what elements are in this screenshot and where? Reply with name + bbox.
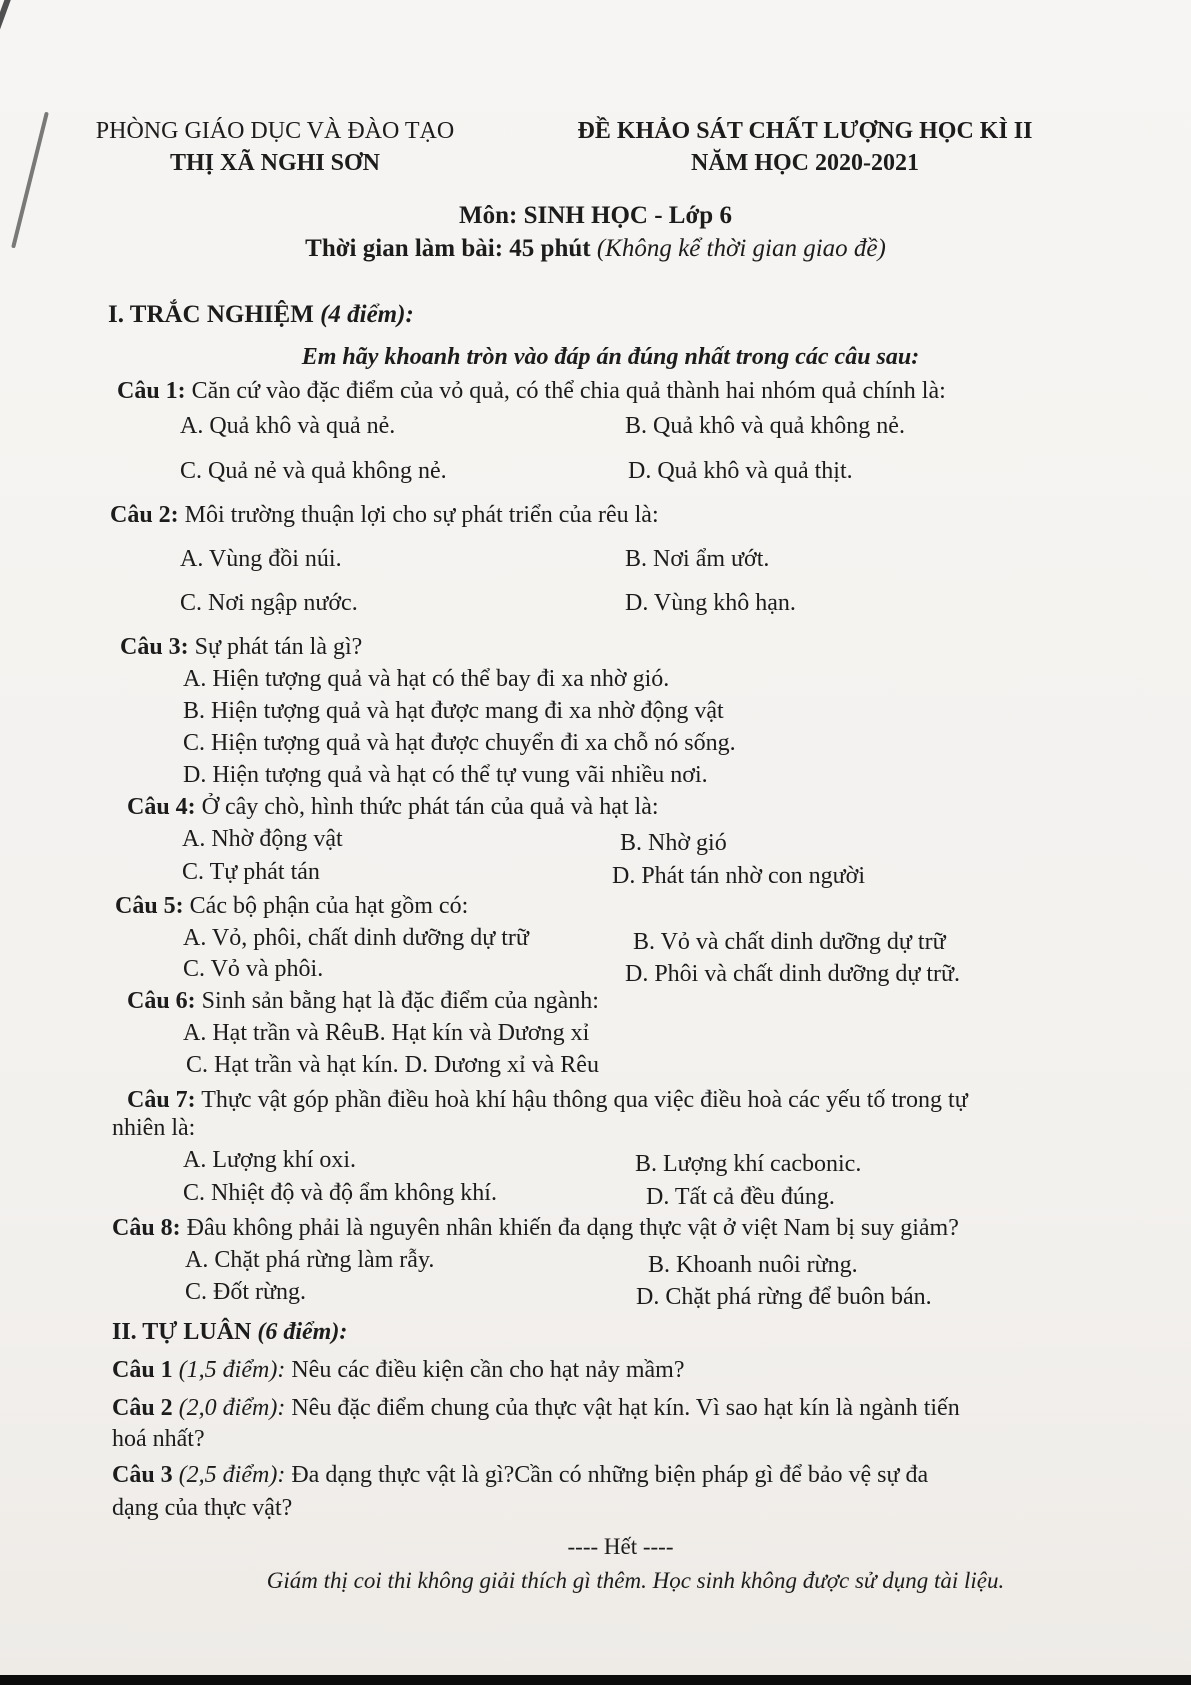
time-note: (Không kể thời gian giao đề) (596, 235, 886, 262)
question-label: Câu 1: (117, 378, 186, 404)
option-c: C. Hiện tượng quả và hạt được chuyển đi xa chỗ nó sống. (183, 730, 736, 756)
question-points: (1,5 điểm): (178, 1357, 286, 1383)
question-text-cont: hoá nhất? (112, 1426, 205, 1452)
question-text: Ở cây chò, hình thức phát tán của quả và hạt là: (201, 794, 659, 820)
option-c: C. Quả nẻ và quả không nẻ. (180, 458, 447, 484)
option-b: B. Lượng khí cacbonic. (635, 1151, 862, 1177)
question-label: Câu 2 (112, 1395, 173, 1421)
option-a: A. Nhờ động vật (182, 826, 343, 852)
option-c: C. Nơi ngập nước. (180, 590, 358, 616)
question-label: Câu 2: (110, 502, 179, 528)
part2-heading (112, 1317, 347, 1347)
question-8 (112, 1213, 959, 1243)
question-text: Sự phát tán là gì? (194, 634, 363, 660)
part1-instruction: Em hãy khoanh tròn vào đáp án đúng nhất trong các câu sau: (301, 344, 920, 370)
question-7 (127, 1085, 968, 1115)
part1-heading (108, 300, 414, 330)
option-d: D. Tất cả đều đúng. (646, 1184, 835, 1210)
option-b: B. Hiện tượng quả và hạt được mang đi xa nhờ động vật (183, 698, 724, 724)
question-points: (2,0 điểm): (178, 1395, 286, 1421)
question-text: Các bộ phận của hạt gồm có: (189, 893, 469, 919)
option-c: C. Đốt rừng. (185, 1279, 307, 1305)
question-text: Căn cứ vào đặc điểm của vỏ quả, có thể chia quả thành hai nhóm quả chính là: (191, 378, 946, 404)
option-d: D. Phát tán nhờ con người (612, 863, 866, 889)
question-text: Sinh sản bằng hạt là đặc điểm của ngành: (201, 988, 599, 1014)
subject-line: Môn: SINH HỌC - Lớp 6 (459, 202, 732, 229)
part2-points: (6 điểm): (257, 1319, 348, 1345)
question-label: Câu 7: (127, 1087, 196, 1113)
option-b: B. Khoanh nuôi rừng. (648, 1252, 858, 1278)
question-text: Nêu đặc điểm chung của thực vật hạt kín. Vì sao hạt kín là ngành tiến (291, 1395, 960, 1421)
question-text: Đa dạng thực vật là gì?Cần có những biện pháp gì để bảo vệ sự đa (291, 1462, 929, 1488)
question-text: Nêu các điều kiện cần cho hạt nảy mầm? (291, 1357, 685, 1383)
question-label: Câu 3: (120, 634, 189, 660)
option-line-cd: C. Hạt trần và hạt kín. D. Dương xỉ và Rêu (186, 1052, 599, 1078)
question-label: Câu 4: (127, 794, 196, 820)
question-text: Thực vật góp phần điều hoà khí hậu thông qua việc điều hoà các yếu tố trong tự (201, 1087, 968, 1113)
question-text-cont: dạng của thực vật? (112, 1495, 293, 1521)
essay-question-3 (112, 1460, 928, 1490)
part1-title: I. TRẮC NGHIỆM (108, 301, 314, 328)
question-5 (115, 891, 468, 921)
essay-question-1 (112, 1355, 684, 1385)
option-a: A. Lượng khí oxi. (183, 1147, 357, 1173)
option-line-ab: A. Hạt trần và RêuB. Hạt kín và Dương xỉ (183, 1020, 590, 1046)
option-b: B. Nhờ gió (620, 830, 727, 856)
exam-header (555, 115, 1055, 179)
option-c: C. Vỏ và phôi. (183, 956, 324, 982)
question-4 (127, 792, 659, 822)
school-header (95, 115, 455, 179)
option-d: D. Hiện tượng quả và hạt có thể tự vung vãi nhiều nơi. (183, 762, 708, 788)
question-points: (2,5 điểm): (178, 1462, 286, 1488)
option-a: A. Hiện tượng quả và hạt có thể bay đi xa nhờ gió. (183, 666, 670, 692)
question-text: Đâu không phải là nguyên nhân khiến đa dạng thực vật ở việt Nam bị suy giảm? (186, 1215, 959, 1241)
question-3 (120, 632, 362, 662)
question-label: Câu 6: (127, 988, 196, 1014)
option-a: A. Quả khô và quả nẻ. (180, 413, 396, 439)
option-a: A. Vỏ, phôi, chất dinh dưỡng dự trữ (183, 925, 529, 951)
option-c: C. Tự phát tán (182, 859, 320, 885)
question-2 (110, 500, 659, 530)
option-a: A. Chặt phá rừng làm rẫy. (185, 1247, 435, 1273)
option-d: D. Quả khô và quả thịt. (628, 458, 853, 484)
option-d: D. Phôi và chất dinh dưỡng dự trữ. (625, 961, 961, 987)
option-b: B. Quả khô và quả không nẻ. (625, 413, 905, 439)
essay-question-2 (112, 1393, 960, 1423)
part1-points: (4 điểm): (320, 301, 414, 328)
option-b: B. Nơi ẩm ướt. (625, 546, 770, 572)
option-c: C. Nhiệt độ và độ ẩm không khí. (183, 1180, 497, 1206)
question-text-cont: nhiên là: (112, 1115, 196, 1141)
question-label: Câu 8: (112, 1215, 181, 1241)
question-label: Câu 5: (115, 893, 184, 919)
question-1 (117, 376, 946, 406)
exam-title: ĐỀ KHẢO SÁT CHẤT LƯỢNG HỌC KÌ II (577, 118, 1033, 144)
school-year: NĂM HỌC 2020-2021 (691, 150, 919, 176)
option-b: B. Vỏ và chất dinh dưỡng dự trữ (633, 929, 946, 955)
time-line (0, 233, 1191, 265)
department-name: PHÒNG GIÁO DỤC VÀ ĐÀO TẠO (95, 118, 455, 144)
question-text: Môi trường thuận lợi cho sự phát triển của rêu là: (184, 502, 659, 528)
question-label: Câu 3 (112, 1462, 173, 1488)
district-name: THỊ XÃ NGHI SƠN (169, 150, 381, 176)
time-label: Thời gian làm bài: 45 phút (305, 235, 591, 262)
question-label: Câu 1 (112, 1357, 173, 1383)
scan-edge (0, 1675, 1191, 1685)
proctor-note: Giám thị coi thi không giải thích gì thêm. Học sinh không được sử dụng tài liệu. (266, 1568, 1005, 1593)
option-d: D. Chặt phá rừng để buôn bán. (636, 1284, 932, 1310)
option-a: A. Vùng đồi núi. (180, 546, 342, 572)
question-6 (127, 986, 599, 1016)
end-marker: ---- Hết ---- (567, 1534, 674, 1559)
option-d: D. Vùng khô hạn. (625, 590, 796, 616)
part2-title: II. TỰ LUÂN (112, 1319, 252, 1345)
